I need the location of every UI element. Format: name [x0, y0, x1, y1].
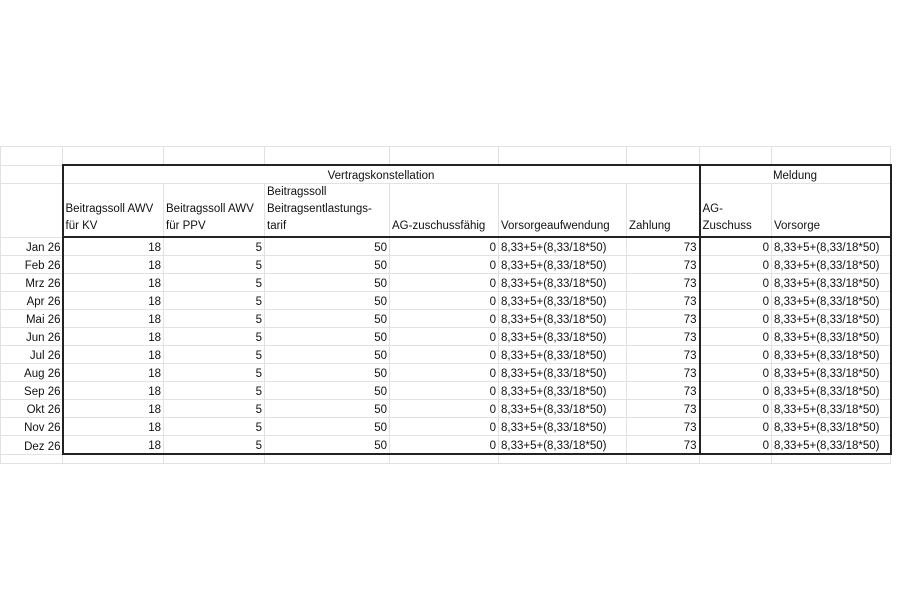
cell[interactable]: [700, 147, 772, 166]
month-cell[interactable]: Mrz 26: [1, 274, 63, 292]
ppv-cell[interactable]: 5: [164, 274, 265, 292]
ag-zuschussfaehig-cell[interactable]: 0: [390, 292, 499, 310]
ppv-cell[interactable]: 5: [164, 292, 265, 310]
month-cell[interactable]: Aug 26: [1, 364, 63, 382]
ag-zuschussfaehig-cell[interactable]: 0: [390, 364, 499, 382]
zahlung-cell[interactable]: 73: [627, 310, 700, 328]
table-row: [1, 364, 891, 382]
ppv-cell[interactable]: 5: [164, 346, 265, 364]
bet-cell[interactable]: 50: [265, 418, 390, 436]
ag-zuschussfaehig-cell[interactable]: 0: [390, 328, 499, 346]
vorsorge-cell[interactable]: 8,33+5+(8,33/18*50): [772, 328, 891, 346]
table-row: [1, 418, 891, 436]
vorsorge-cell[interactable]: 8,33+5+(8,33/18*50): [772, 292, 891, 310]
kv-cell[interactable]: 18: [63, 256, 164, 274]
vorsorgeaufwendung-cell[interactable]: 8,33+5+(8,33/18*50): [499, 400, 627, 418]
header-ag-zuschussfaehig[interactable]: AG-zuschussfähig: [390, 184, 499, 238]
vorsorge-cell[interactable]: 8,33+5+(8,33/18*50): [772, 346, 891, 364]
cell[interactable]: [627, 147, 700, 166]
header-zahlung[interactable]: Zahlung: [627, 184, 700, 238]
vorsorge-cell[interactable]: 8,33+5+(8,33/18*50): [772, 382, 891, 400]
kv-cell[interactable]: 18: [63, 310, 164, 328]
kv-cell[interactable]: 18: [63, 382, 164, 400]
header-beitragssoll-ppv[interactable]: Beitragssoll AWV für PPV: [164, 184, 265, 238]
cell[interactable]: [772, 454, 891, 464]
ag-zuschussfaehig-cell[interactable]: 0: [390, 274, 499, 292]
kv-cell[interactable]: 18: [63, 237, 164, 256]
bet-cell[interactable]: 50: [265, 256, 390, 274]
month-cell[interactable]: Nov 26: [1, 418, 63, 436]
bet-cell[interactable]: 50: [265, 436, 390, 455]
ag-zuschuss-cell[interactable]: 0: [700, 418, 772, 436]
vorsorgeaufwendung-cell[interactable]: 8,33+5+(8,33/18*50): [499, 418, 627, 436]
ag-zuschussfaehig-cell[interactable]: 0: [390, 382, 499, 400]
cell[interactable]: [390, 147, 499, 166]
month-cell[interactable]: Okt 26: [1, 400, 63, 418]
ppv-cell[interactable]: 5: [164, 364, 265, 382]
vorsorgeaufwendung-cell[interactable]: 8,33+5+(8,33/18*50): [499, 310, 627, 328]
table-row: [1, 237, 891, 256]
month-cell[interactable]: Dez 26: [1, 436, 63, 455]
zahlung-cell[interactable]: 73: [627, 418, 700, 436]
cell[interactable]: [1, 165, 63, 184]
ppv-cell[interactable]: 5: [164, 256, 265, 274]
kv-cell[interactable]: 18: [63, 364, 164, 382]
vorsorge-cell[interactable]: 8,33+5+(8,33/18*50): [772, 237, 891, 256]
kv-cell[interactable]: 18: [63, 418, 164, 436]
cell[interactable]: [265, 454, 390, 464]
ag-zuschussfaehig-cell[interactable]: 0: [390, 418, 499, 436]
zahlung-cell[interactable]: 73: [627, 346, 700, 364]
ppv-cell[interactable]: 5: [164, 310, 265, 328]
bet-cell[interactable]: 50: [265, 274, 390, 292]
cell[interactable]: [63, 454, 164, 464]
group-header-meldung[interactable]: Meldung: [700, 165, 891, 184]
ag-zuschussfaehig-cell[interactable]: 0: [390, 436, 499, 455]
vorsorge-cell[interactable]: 8,33+5+(8,33/18*50): [772, 418, 891, 436]
zahlung-cell[interactable]: 73: [627, 400, 700, 418]
ppv-cell[interactable]: 5: [164, 418, 265, 436]
kv-cell[interactable]: 18: [63, 274, 164, 292]
ag-zuschuss-cell[interactable]: 0: [700, 400, 772, 418]
ppv-cell[interactable]: 5: [164, 237, 265, 256]
table-row: [1, 310, 891, 328]
month-cell[interactable]: Apr 26: [1, 292, 63, 310]
vorsorgeaufwendung-cell[interactable]: 8,33+5+(8,33/18*50): [499, 256, 627, 274]
zahlung-cell[interactable]: 73: [627, 292, 700, 310]
contribution-table: [0, 146, 892, 464]
bet-cell[interactable]: 50: [265, 400, 390, 418]
cell[interactable]: [700, 454, 772, 464]
kv-cell[interactable]: 18: [63, 346, 164, 364]
ag-zuschuss-cell[interactable]: 0: [700, 310, 772, 328]
table-row: [1, 382, 891, 400]
ag-zuschussfaehig-cell[interactable]: 0: [390, 346, 499, 364]
ag-zuschuss-cell[interactable]: 0: [700, 436, 772, 455]
vorsorge-cell[interactable]: 8,33+5+(8,33/18*50): [772, 274, 891, 292]
header-vorsorge[interactable]: Vorsorge: [772, 184, 891, 238]
ag-zuschuss-cell[interactable]: 0: [700, 382, 772, 400]
vorsorgeaufwendung-cell[interactable]: 8,33+5+(8,33/18*50): [499, 346, 627, 364]
ag-zuschussfaehig-cell[interactable]: 0: [390, 400, 499, 418]
vorsorgeaufwendung-cell[interactable]: 8,33+5+(8,33/18*50): [499, 382, 627, 400]
month-cell[interactable]: Mai 26: [1, 310, 63, 328]
table-row: [1, 436, 891, 455]
kv-cell[interactable]: 18: [63, 400, 164, 418]
vorsorgeaufwendung-cell[interactable]: 8,33+5+(8,33/18*50): [499, 364, 627, 382]
header-ag-zuschuss[interactable]: AG-Zuschuss: [700, 184, 772, 238]
month-cell[interactable]: Sep 26: [1, 382, 63, 400]
month-cell[interactable]: Jan 26: [1, 237, 63, 256]
header-vorsorgeaufwendung[interactable]: Vorsorgeaufwendung: [499, 184, 627, 238]
table-row: [1, 328, 891, 346]
vorsorgeaufwendung-cell[interactable]: 8,33+5+(8,33/18*50): [499, 237, 627, 256]
zahlung-cell[interactable]: 73: [627, 256, 700, 274]
zahlung-cell[interactable]: 73: [627, 237, 700, 256]
cell[interactable]: [265, 147, 390, 166]
zahlung-cell[interactable]: 73: [627, 382, 700, 400]
ag-zuschuss-cell[interactable]: 0: [700, 346, 772, 364]
header-beitragsentlastungstarif[interactable]: Beitragssoll Beitragsentlastungs-tarif: [265, 184, 390, 238]
table-row: [1, 346, 891, 364]
table-row: [1, 400, 891, 418]
ppv-cell[interactable]: 5: [164, 382, 265, 400]
table-row: [1, 274, 891, 292]
vorsorgeaufwendung-cell[interactable]: 8,33+5+(8,33/18*50): [499, 274, 627, 292]
ag-zuschussfaehig-cell[interactable]: 0: [390, 237, 499, 256]
ag-zuschussfaehig-cell[interactable]: 0: [390, 256, 499, 274]
zahlung-cell[interactable]: 73: [627, 436, 700, 455]
bet-cell[interactable]: 50: [265, 328, 390, 346]
header-beitragssoll-kv[interactable]: Beitragssoll AWV für KV: [63, 184, 164, 238]
ppv-cell[interactable]: 5: [164, 400, 265, 418]
cell[interactable]: [63, 147, 164, 166]
vorsorge-cell[interactable]: 8,33+5+(8,33/18*50): [772, 400, 891, 418]
bet-cell[interactable]: 50: [265, 346, 390, 364]
cell[interactable]: [164, 454, 265, 464]
bet-cell[interactable]: 50: [265, 237, 390, 256]
ag-zuschussfaehig-cell[interactable]: 0: [390, 310, 499, 328]
cell[interactable]: [1, 184, 63, 238]
ag-zuschuss-cell[interactable]: 0: [700, 292, 772, 310]
table-row: [1, 256, 891, 274]
cell[interactable]: [1, 454, 63, 464]
vorsorgeaufwendung-cell[interactable]: 8,33+5+(8,33/18*50): [499, 328, 627, 346]
kv-cell[interactable]: 18: [63, 292, 164, 310]
bet-cell[interactable]: 50: [265, 292, 390, 310]
cell[interactable]: [772, 147, 891, 166]
vorsorgeaufwendung-cell[interactable]: 8,33+5+(8,33/18*50): [499, 292, 627, 310]
vorsorge-cell[interactable]: 8,33+5+(8,33/18*50): [772, 310, 891, 328]
cell[interactable]: [499, 454, 627, 464]
table-row: [1, 292, 891, 310]
zahlung-cell[interactable]: 73: [627, 364, 700, 382]
cell[interactable]: [1, 147, 63, 166]
month-cell[interactable]: Jul 26: [1, 346, 63, 364]
vorsorgeaufwendung-cell[interactable]: 8,33+5+(8,33/18*50): [499, 436, 627, 455]
bet-cell[interactable]: 50: [265, 310, 390, 328]
cell[interactable]: [390, 454, 499, 464]
cell[interactable]: [164, 147, 265, 166]
ag-zuschuss-cell[interactable]: 0: [700, 256, 772, 274]
ppv-cell[interactable]: 5: [164, 436, 265, 455]
ppv-cell[interactable]: 5: [164, 328, 265, 346]
ag-zuschuss-cell[interactable]: 0: [700, 328, 772, 346]
cell[interactable]: [627, 454, 700, 464]
kv-cell[interactable]: 18: [63, 328, 164, 346]
month-cell[interactable]: Jun 26: [1, 328, 63, 346]
kv-cell[interactable]: 18: [63, 436, 164, 455]
zahlung-cell[interactable]: 73: [627, 328, 700, 346]
group-header-vertragskonstellation[interactable]: Vertragskonstellation: [63, 165, 700, 184]
ag-zuschuss-cell[interactable]: 0: [700, 364, 772, 382]
vorsorge-cell[interactable]: 8,33+5+(8,33/18*50): [772, 436, 891, 455]
vorsorge-cell[interactable]: 8,33+5+(8,33/18*50): [772, 256, 891, 274]
ag-zuschuss-cell[interactable]: 0: [700, 274, 772, 292]
month-cell[interactable]: Feb 26: [1, 256, 63, 274]
vorsorge-cell[interactable]: 8,33+5+(8,33/18*50): [772, 364, 891, 382]
ag-zuschuss-cell[interactable]: 0: [700, 237, 772, 256]
bet-cell[interactable]: 50: [265, 364, 390, 382]
zahlung-cell[interactable]: 73: [627, 274, 700, 292]
cell[interactable]: [499, 147, 627, 166]
bet-cell[interactable]: 50: [265, 382, 390, 400]
